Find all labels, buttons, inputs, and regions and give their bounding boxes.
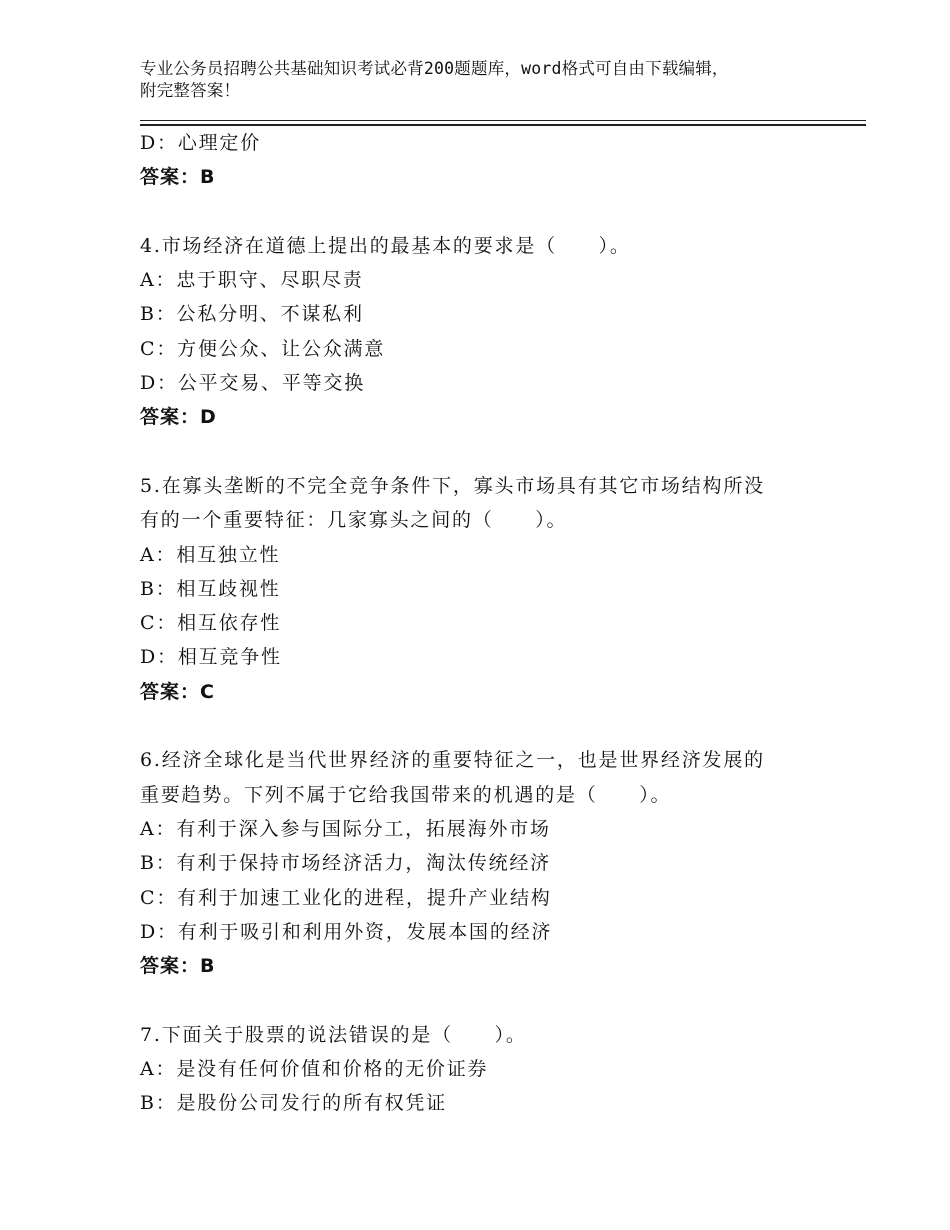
option-b: B：有利于保持市场经济活力，淘汰传统经济 bbox=[140, 852, 551, 875]
answer-line: 答案：B bbox=[140, 166, 216, 189]
answer-line: 答案：C bbox=[140, 680, 215, 703]
question-block-7 bbox=[140, 1018, 840, 1121]
option-b: B：是股份公司发行的所有权凭证 bbox=[140, 1092, 447, 1115]
question-stem-continued: 有的一个重要特征：几家寡头之间的（ ）。 bbox=[140, 509, 568, 532]
option-d: D：心理定价 bbox=[140, 132, 262, 154]
header-text-line-1: 专业公务员招聘公共基础知识考试必背200题题库，word格式可自由下载编辑， bbox=[140, 59, 729, 78]
question-gap bbox=[140, 983, 840, 1017]
question-stem: 4.市场经济在道德上提出的最基本的要求是（ ）。 bbox=[140, 234, 631, 257]
answer-line: 答案：B bbox=[140, 955, 216, 978]
option-b: B：公私分明、不谋私利 bbox=[140, 303, 364, 326]
question-stem: 6.经济全球化是当代世界经济的重要特征之一，也是世界经济发展的 bbox=[140, 749, 765, 772]
option-a: A：忠于职守、尽职尽责 bbox=[140, 269, 364, 292]
option-c: C：有利于加速工业化的进程，提升产业结构 bbox=[140, 886, 552, 909]
option-c: C：相互依存性 bbox=[140, 612, 282, 635]
option-a: A：相互独立性 bbox=[140, 543, 281, 566]
option-b: B：相互歧视性 bbox=[140, 577, 281, 600]
question-block-4 bbox=[140, 229, 840, 435]
question-stem: 5.在寡头垄断的不完全竞争条件下，寡头市场具有其它市场结构所没 bbox=[140, 474, 765, 497]
option-c: C：方便公众、让公众满意 bbox=[140, 337, 386, 360]
page-header bbox=[140, 58, 830, 102]
option-d: D：相互竞争性 bbox=[140, 646, 282, 669]
question-stem-continued: 重要趋势。下列不属于它给我国带来的机遇的是（ ）。 bbox=[140, 783, 672, 806]
question-gap bbox=[140, 195, 840, 229]
question-gap bbox=[140, 435, 840, 469]
option-a: A：有利于深入参与国际分工，拓展海外市场 bbox=[140, 817, 551, 840]
option-a: A：是没有任何价值和价格的无价证券 bbox=[140, 1058, 489, 1081]
question-gap bbox=[140, 709, 840, 743]
question-block-6 bbox=[140, 743, 840, 983]
answer-line: 答案：D bbox=[140, 406, 217, 429]
header-text-line-2: 附完整答案！ bbox=[140, 81, 241, 100]
option-d: D：有利于吸引和利用外资，发展本国的经济 bbox=[140, 920, 553, 943]
question-stem: 7.下面关于股票的说法错误的是（ ）。 bbox=[140, 1023, 527, 1046]
header-rule-thin bbox=[140, 120, 866, 121]
question-block-5 bbox=[140, 469, 840, 709]
question-list bbox=[140, 126, 840, 1121]
option-d: D：公平交易、平等交换 bbox=[140, 372, 366, 395]
